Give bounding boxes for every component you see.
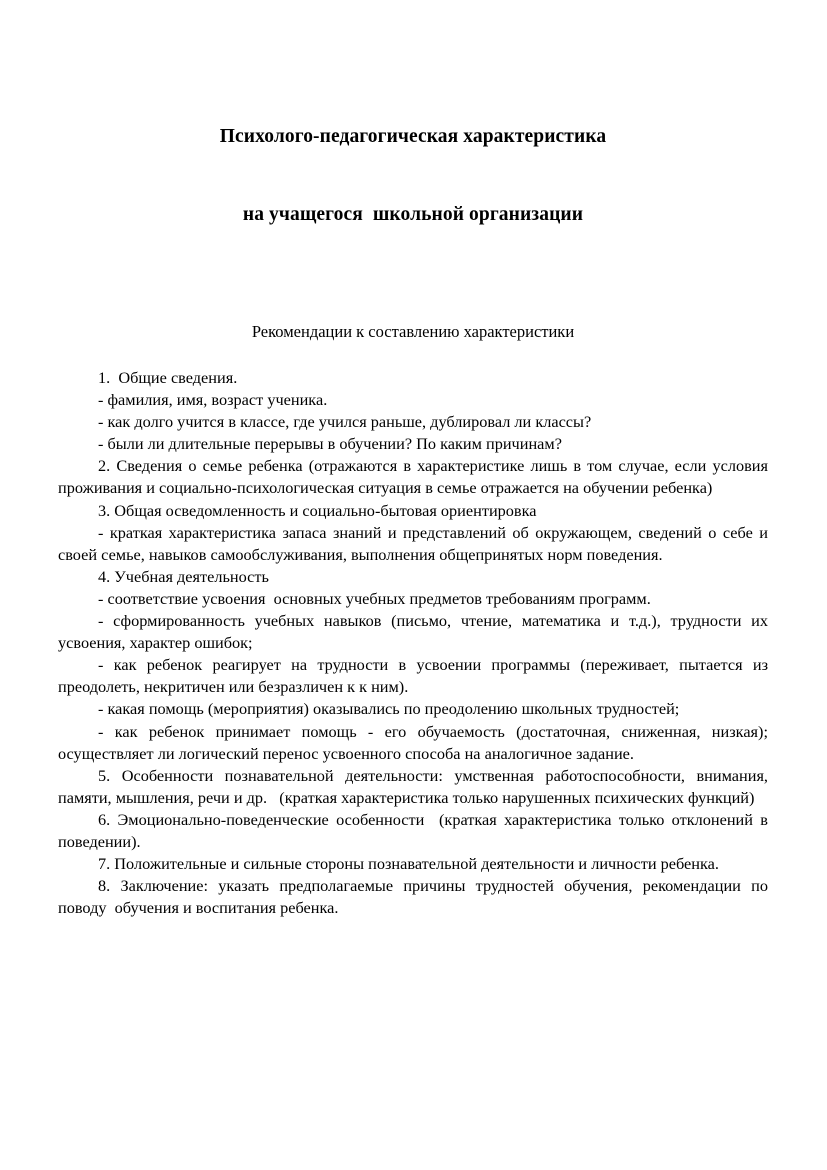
paragraph-item-4-sub-3: - как ребенок реагирует на трудности в усвоении программы (переживает, пытается из преодолеть, некритичен или безразличен к к ним). [58, 655, 773, 697]
paragraph-item-4: 4. Учебная деятельность [98, 566, 269, 586]
paragraph-item-1-sub-1: - фамилия, имя, возраст ученика. [98, 390, 328, 410]
paragraph-item-3: 3. Общая осведомленность и социально-бытовая ориентировка [98, 500, 537, 520]
paragraph-item-4-sub-2: - сформированность учебных навыков (письмо, чтение, математика и т.д.), трудности их усвоения, характер ошибок; [58, 611, 773, 653]
paragraph-item-1-sub-2: - как долго учится в классе, где учился раньше, дублировал ли классы? [98, 412, 592, 432]
paragraph-item-4-sub-4: - какая помощь (мероприятия) оказывались по преодолению школьных трудностей; [98, 699, 680, 719]
page-subtitle: Рекомендации к составлению характеристики [251, 322, 575, 341]
paragraph-item-4-sub-1: - соответствие усвоения основных учебных предметов требованиям программ. [98, 588, 651, 608]
document-body [58, 343, 773, 919]
paragraph-item-1-sub-3: - были ли длительные перерывы в обучении? По каким причинам? [98, 434, 562, 454]
paragraph-item-6: 6. Эмоционально-поведенческие особенности (краткая характеристика только отклонений в поведении). [58, 809, 773, 851]
paragraph-item-5: 5. Особенности познавательной деятельности: умственная работоспособности, внимания, памяти, мышления, речи и др. (краткая характеристика только нарушенных психических функций) [58, 765, 773, 807]
page-title-line-1: Психолого-педагогическая характеристика [219, 126, 607, 147]
paragraph-item-1: 1. Общие сведения. [98, 368, 238, 387]
paragraph-item-8: 8. Заключение: указать предполагаемые причины трудностей обучения, рекомендации по поводу обучения и воспитания ребенка. [58, 876, 773, 918]
paragraph-item-7: 7. Положительные и сильные стороны познавательной деятельности и личности ребенка. [98, 854, 719, 874]
paragraph-item-4-sub-5: - как ребенок принимает помощь - его обучаемость (достаточная, сниженная, низкая); осуществляет ли логический перенос усвоенного способа на аналогичное задание. [58, 721, 773, 763]
paragraph-item-3-sub-1: - краткая характеристика запаса знаний и представлений об окружающем, сведений о себе и своей семье, навыков самообслуживания, выполнения общепринятых норм поведения. [58, 522, 773, 564]
page-title-line-2: на учащегося школьной организации [242, 204, 584, 225]
document-content [58, 0, 773, 919]
paragraph-item-2: 2. Сведения о семье ребенка (отражаются в характеристике лишь в том случае, если условия проживания и социально-психологическая ситуация в семье отражается на обучении ребенка) [58, 456, 773, 498]
page-title [58, 0, 768, 280]
